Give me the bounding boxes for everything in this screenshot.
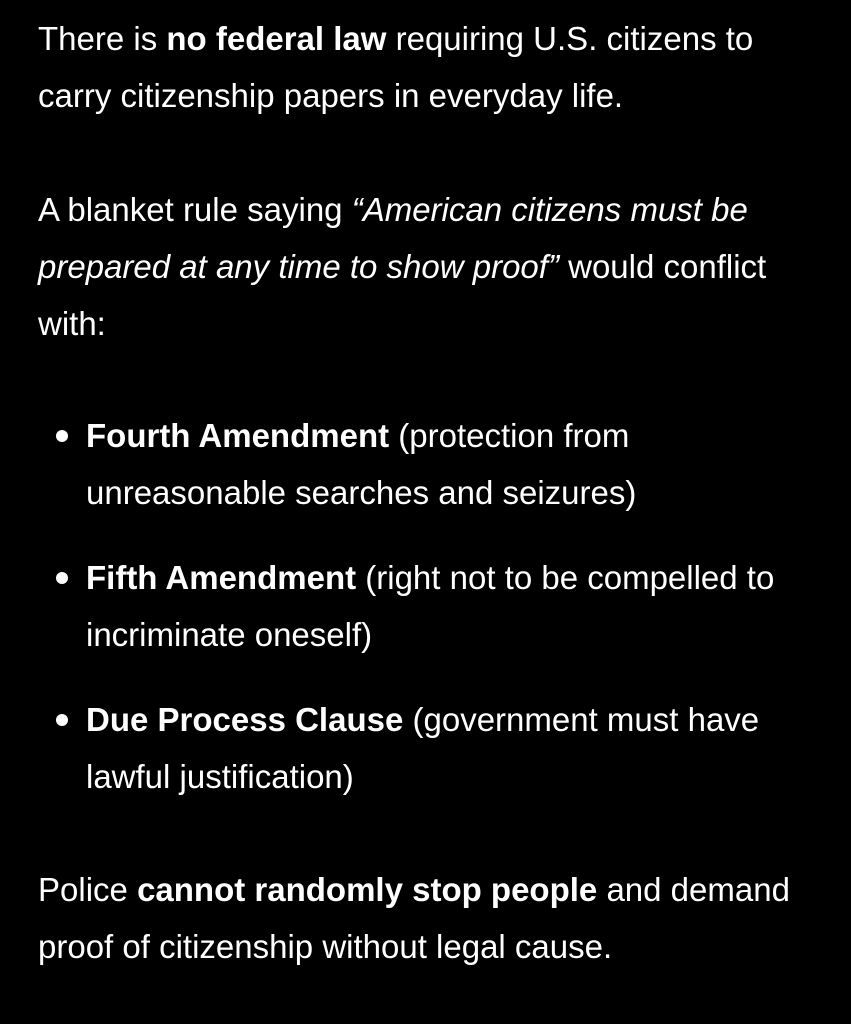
paragraph3-bold-text: cannot randomly stop people xyxy=(137,871,598,908)
paragraph-police-cannot-stop xyxy=(38,861,828,975)
paragraph1-text-before: There is xyxy=(38,20,167,57)
bullet-dot-icon xyxy=(56,714,68,726)
list-item-fourth-amendment xyxy=(38,407,828,521)
paragraph3-text-before: Police xyxy=(38,871,138,908)
paragraph2-italic-quote: “American citizens must be prepared at any time to show proof” xyxy=(38,191,748,285)
list-item-bold-label: Fourth Amendment xyxy=(86,417,390,454)
paragraph2-text-before: A blanket rule saying xyxy=(38,191,352,228)
list-item-bold-label: Fifth Amendment xyxy=(86,559,357,596)
list-item-description: (government must have lawful justification) xyxy=(86,701,760,795)
paragraph-blanket-rule xyxy=(38,181,828,352)
list-item-description: (right not to be compelled to incriminate oneself) xyxy=(86,559,775,653)
list-item-description: (protection from unreasonable searches and seizures) xyxy=(86,417,637,511)
list-item-due-process-clause xyxy=(38,691,828,805)
bullet-dot-icon xyxy=(56,430,68,442)
list-item-fifth-amendment xyxy=(38,549,828,663)
chat-message-body xyxy=(38,10,828,975)
paragraph1-bold-text: no federal law xyxy=(166,20,387,57)
paragraph1-text-after: requiring U.S. citizens to carry citizenship papers in everyday life. xyxy=(38,20,754,114)
conflict-list xyxy=(38,407,828,805)
paragraph-no-federal-law xyxy=(38,10,828,124)
bullet-dot-icon xyxy=(56,572,68,584)
list-item-bold-label: Due Process Clause xyxy=(86,701,404,738)
paragraph3-text-after: and demand proof of citizenship without legal cause. xyxy=(38,871,790,965)
paragraph2-text-after: would conflict with: xyxy=(38,248,767,342)
